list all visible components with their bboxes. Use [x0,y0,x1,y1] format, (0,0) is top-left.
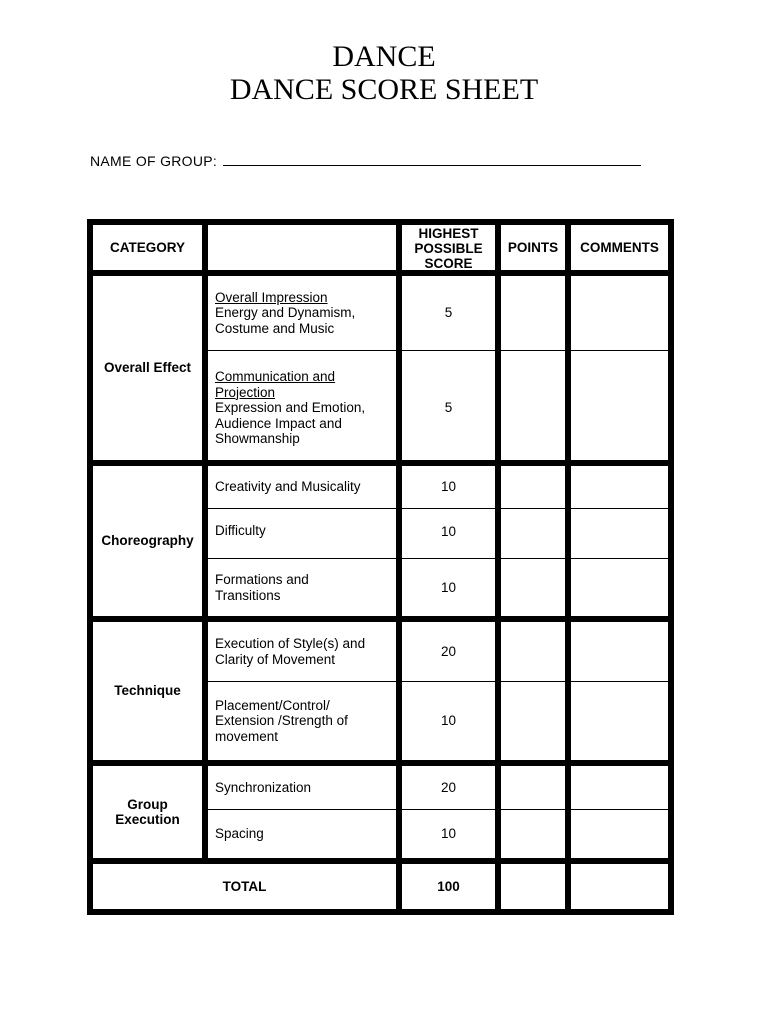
criterion-formations: Formations and Transitions [215,572,309,603]
total-comments-cell[interactable] [571,864,668,909]
comments-cell[interactable] [571,766,668,809]
score-synchronization: 20 [440,779,457,795]
comments-cell[interactable] [571,351,668,460]
category-technique: Technique [114,683,181,699]
total-points-cell[interactable] [501,864,565,909]
score-placement: 10 [440,713,457,729]
header-comments: COMMENTS [580,240,659,256]
criterion-overall-impression: Overall Impression Energy and Dynamism, Costume and Music [215,289,356,336]
category-group-execution: Group Execution [115,796,180,827]
comments-cell[interactable] [571,559,668,616]
comments-cell[interactable] [571,810,668,858]
score-overall-impression: 5 [444,305,453,321]
points-cell[interactable] [501,622,565,681]
table-border-top [87,219,674,225]
table-border-bottom [87,909,674,915]
points-cell[interactable] [501,559,565,616]
header-points: POINTS [507,240,559,256]
comments-cell[interactable] [571,466,668,508]
points-cell[interactable] [501,466,565,508]
total-score: 100 [437,878,460,894]
score-spacing: 10 [440,826,457,842]
score-communication: 5 [444,400,453,416]
page-subtitle: DANCE SCORE SHEET [229,73,539,106]
points-cell[interactable] [501,276,565,350]
points-cell[interactable] [501,351,565,460]
group-name-label: NAME OF GROUP: [90,153,218,169]
header-category: CATEGORY [109,240,185,256]
category-overall-effect: Overall Effect [103,360,192,376]
score-difficulty: 10 [440,523,457,539]
points-cell[interactable] [501,766,565,809]
header-highest-score: HIGHEST POSSIBLE SCORE [414,225,483,271]
criterion-execution-of-style: Execution of Style(s) and Clarity of Movement [215,636,366,667]
criterion-placement: Placement/Control/ Extension /Strength of movement [215,697,348,744]
criterion-creativity: Creativity and Musicality [215,479,361,495]
comments-cell[interactable] [571,682,668,760]
criterion-communication: Communication and Projection Expression and Emotion, Audience Impact and Showmanship [215,369,366,447]
criterion-synchronization: Synchronization [215,779,312,795]
score-creativity: 10 [440,479,457,495]
comments-cell[interactable] [571,622,668,681]
criterion-difficulty: Difficulty [215,522,266,538]
page-title: DANCE [332,40,436,73]
criterion-spacing: Spacing [215,826,264,842]
points-cell[interactable] [501,509,565,558]
score-execution-of-style: 20 [440,643,457,659]
points-cell[interactable] [501,682,565,760]
table-border-right [668,219,674,915]
comments-cell[interactable] [571,276,668,350]
comments-cell[interactable] [571,509,668,558]
score-formations: 10 [440,579,457,595]
total-label: TOTAL [222,878,267,894]
category-choreography: Choreography [101,533,194,549]
points-cell[interactable] [501,810,565,858]
